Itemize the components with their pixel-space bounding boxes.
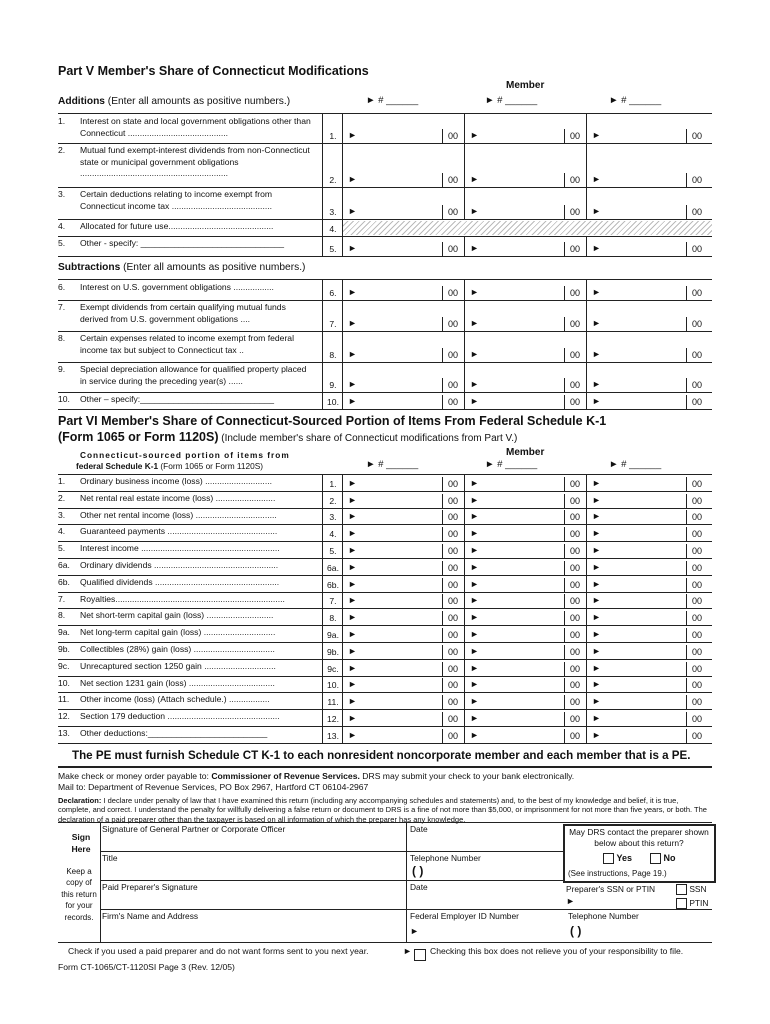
arrow-icon: ► xyxy=(348,318,357,328)
furnish-notice: The PE must furnish Schedule CT K-1 to each nonresident noncorporate member and each member that is a PE. xyxy=(72,749,691,762)
amount-field[interactable]: 00 xyxy=(692,646,703,657)
arrow-icon: ► xyxy=(470,729,479,740)
row-description: Collectibles (28%) gain (loss) .................................. xyxy=(80,644,275,654)
row-description: Other - specify: ______________________________ xyxy=(80,238,285,248)
row-number: 4. xyxy=(58,221,66,231)
amount-field[interactable]: 00 xyxy=(692,546,703,556)
arrow-icon: ► xyxy=(592,662,601,673)
sig-officer-label: Signature of General Partner or Corporate Officer xyxy=(102,824,286,834)
contact-no[interactable]: No xyxy=(650,853,676,864)
arrow-icon: ► xyxy=(592,318,601,328)
line-number: 5. xyxy=(329,546,337,556)
amount-field[interactable]: 00 xyxy=(448,380,459,390)
amount-field[interactable]: 00 xyxy=(570,646,581,657)
paid-prep-arrow: ► xyxy=(403,946,412,956)
fein-arrow: ► xyxy=(410,926,419,936)
arrow-icon: ► xyxy=(348,174,357,184)
arrow-icon: ► xyxy=(592,729,601,740)
arrow-icon: ► xyxy=(348,561,357,572)
amount-field[interactable]: 00 xyxy=(692,288,703,298)
row-number: 10. xyxy=(58,394,70,404)
amount-field[interactable]: 00 xyxy=(448,663,459,674)
amount-field[interactable]: 00 xyxy=(692,697,703,708)
arrow-icon: ► xyxy=(470,595,479,606)
amount-field[interactable]: 00 xyxy=(448,596,459,607)
amount-field[interactable]: 00 xyxy=(692,714,703,724)
amount-field[interactable]: 00 xyxy=(570,319,581,329)
amount-field[interactable]: 00 xyxy=(692,478,703,489)
arrow-icon: ► xyxy=(470,318,479,328)
arrow-icon: ► xyxy=(470,130,479,140)
row-description: Net long-term capital gain (loss) .............................. xyxy=(80,627,276,638)
arrow-icon: ► xyxy=(470,379,479,389)
row-description: Other net rental income (loss) .................................. xyxy=(80,509,277,520)
amount-field[interactable]: 00 xyxy=(692,680,703,691)
arrow-icon: ► xyxy=(348,528,357,539)
row-number: 8. xyxy=(58,333,66,343)
ssn-checkbox[interactable] xyxy=(676,884,687,895)
line-number: 6. xyxy=(329,288,337,298)
contact-yes[interactable]: Yes xyxy=(603,853,632,864)
amount-field[interactable]: 00 xyxy=(448,579,459,590)
amount-field[interactable]: 00 xyxy=(570,380,581,390)
row-number: 10. xyxy=(58,677,70,688)
row-description: Mutual fund exempt-interest dividends from non-Connecticut state or municipal government obligations .............................................................. xyxy=(80,145,310,178)
arrow-icon: ► xyxy=(592,629,601,639)
arrow-icon: ► xyxy=(470,511,479,522)
part5-member-col-2[interactable]: ► # ______ xyxy=(485,95,538,106)
amount-field[interactable]: 00 xyxy=(448,562,459,573)
subtractions-heading: Subtractions (Enter all amounts as positive numbers.) xyxy=(58,262,306,273)
arrow-icon: ► xyxy=(592,595,601,606)
line-number: 6a. xyxy=(327,562,339,573)
arrow-icon: ► xyxy=(592,287,601,297)
telephone-label: Telephone Number xyxy=(410,853,481,863)
ptin-option[interactable]: PTIN xyxy=(676,898,708,909)
arrow-icon: ► xyxy=(592,578,601,589)
arrow-icon: ► xyxy=(348,511,357,522)
part6-subtitle: (Form 1065 or Form 1120S) (Include member's share of Connecticut modifications from Part V.) xyxy=(58,430,518,444)
amount-field[interactable]: 00 xyxy=(692,319,703,329)
amount-field[interactable]: 00 xyxy=(692,630,703,640)
line-number: 1. xyxy=(329,131,337,141)
row-number: 3. xyxy=(58,189,66,199)
declaration: Declaration: I declare under penalty of law that I have examined this return (including any accompanying schedules and statements) and, to the best of my knowledge and belief, it is true, complete, and correct. I understand the penalty for willfully delivering a false return or document to DRS is a fine of not more than $5,000, or imprisonment for not more than five years, or both. The declaration of a paid preparer other than the taxpayer is based on all information of which the preparer has any knowledge. xyxy=(58,796,707,824)
paid-prep-note: Checking this box does not relieve you of your responsibility to file. xyxy=(430,946,684,956)
arrow-icon: ► xyxy=(592,696,601,707)
amount-field[interactable]: 00 xyxy=(570,207,581,217)
row-description: Net section 1231 gain (loss) .................................... xyxy=(80,677,275,688)
amount-field[interactable]: 00 xyxy=(570,579,581,590)
amount-field[interactable]: 00 xyxy=(570,397,581,407)
title-label: Title xyxy=(102,853,118,863)
paid-prep-sig-label: Paid Preparer's Signature xyxy=(102,882,198,892)
row-description: Certain deductions relating to income exempt from Connecticut income tax .......................................... xyxy=(80,189,273,211)
line-number: 9. xyxy=(329,380,337,390)
arrow-icon: ► xyxy=(348,379,357,389)
amount-field[interactable]: 00 xyxy=(570,562,581,573)
arrow-icon: ► xyxy=(348,349,357,359)
row-number: 11. xyxy=(58,694,70,705)
arrow-icon: ► xyxy=(348,662,357,673)
arrow-icon: ► xyxy=(348,396,357,406)
arrow-icon: ► xyxy=(470,243,479,253)
payment-line2: Mail to: Department of Revenue Services, PO Box 2967, Hartford CT 06104-2967 xyxy=(58,782,369,792)
line-number: 9c. xyxy=(327,663,339,674)
arrow-icon: ► xyxy=(348,545,357,555)
arrow-icon: ► xyxy=(592,206,601,216)
row-number: 9a. xyxy=(58,627,70,638)
date-label: Date xyxy=(410,824,428,834)
arrow-icon: ► xyxy=(470,679,479,690)
arrow-icon: ► xyxy=(470,477,479,488)
amount-field[interactable]: 00 xyxy=(692,579,703,590)
row-number: 13. xyxy=(58,728,70,738)
arrow-icon: ► xyxy=(348,645,357,656)
amount-field[interactable]: 00 xyxy=(692,663,703,674)
line-number: 9a. xyxy=(327,630,339,640)
row-description: Royalties....................................................................... xyxy=(80,593,285,604)
amount-field[interactable]: 00 xyxy=(448,288,459,298)
amount-field[interactable]: 00 xyxy=(692,131,703,141)
arrow-icon: ► xyxy=(348,578,357,589)
line-number: 2. xyxy=(329,175,337,185)
arrow-icon: ► xyxy=(470,662,479,673)
arrow-icon: ► xyxy=(348,595,357,606)
keep-copy: Keep a copy of this return for your records. xyxy=(61,867,97,922)
row-description: Net short-term capital gain (loss) ............................ xyxy=(80,610,274,621)
row-description: Guaranteed payments .............................................. xyxy=(80,526,278,537)
amount-field[interactable]: 00 xyxy=(448,244,459,254)
row-description: Certain expenses related to income exempt from federal income tax but subject to Connecticut tax .. xyxy=(80,333,294,355)
part5-member-col-1[interactable]: ► # ______ xyxy=(366,95,419,106)
amount-field[interactable]: 00 xyxy=(570,478,581,489)
amount-field[interactable]: 00 xyxy=(448,630,459,640)
arrow-icon: ► xyxy=(470,612,479,623)
row-number: 7. xyxy=(58,593,66,604)
row-description: Special depreciation allowance for qualified property placed in service during the preceding year(s) ...... xyxy=(80,364,307,386)
row-number: 2. xyxy=(58,492,66,503)
amount-field[interactable]: 00 xyxy=(692,207,703,217)
arrow-icon: ► xyxy=(348,287,357,297)
amount-field[interactable]: 00 xyxy=(448,495,459,506)
arrow-icon: ► xyxy=(470,528,479,539)
arrow-icon: ► xyxy=(470,578,479,589)
amount-field[interactable]: 00 xyxy=(692,613,703,624)
row-number: 4. xyxy=(58,526,66,537)
row-description: Ordinary business income (loss) ............................ xyxy=(80,476,272,486)
arrow-icon: ► xyxy=(592,494,601,505)
arrow-icon: ► xyxy=(470,396,479,406)
row-description: Exempt dividends from certain qualifying mutual funds derived from U.S. government obligations .... xyxy=(80,302,286,324)
yes-checkbox[interactable] xyxy=(603,853,614,864)
line-number: 13. xyxy=(327,730,339,741)
telephone2-label: Telephone Number xyxy=(568,911,639,921)
arrow-icon: ► xyxy=(592,477,601,488)
amount-field[interactable]: 00 xyxy=(448,714,459,724)
amount-field[interactable]: 00 xyxy=(570,663,581,674)
row-number: 1. xyxy=(58,476,66,486)
row-description: Other deductions:_________________________ xyxy=(80,728,268,738)
prep-ssn-arrow: ► xyxy=(566,896,575,906)
arrow-icon: ► xyxy=(592,612,601,623)
arrow-icon: ► xyxy=(592,511,601,522)
line-number: 7. xyxy=(329,596,337,607)
row-description: Interest on state and local government obligations other than Connecticut .......................................... xyxy=(80,116,311,138)
row-description: Section 179 deduction ............................................... xyxy=(80,711,280,722)
arrow-icon: ► xyxy=(592,713,601,723)
contact-question: May DRS contact the preparer shown below about this return? xyxy=(569,827,709,848)
arrow-icon: ► xyxy=(348,629,357,639)
additions-heading: Additions (Enter all amounts as positive numbers.) xyxy=(58,96,291,107)
row-number: 9c. xyxy=(58,660,70,671)
amount-field[interactable]: 00 xyxy=(448,175,459,185)
line-number: 7. xyxy=(329,319,337,329)
row-number: 9. xyxy=(58,364,66,374)
row-number: 8. xyxy=(58,610,66,621)
arrow-icon: ► xyxy=(470,494,479,505)
amount-field[interactable]: 00 xyxy=(448,613,459,624)
arrow-icon: ► xyxy=(470,206,479,216)
amount-field[interactable]: 00 xyxy=(692,350,703,360)
amount-field[interactable]: 00 xyxy=(570,529,581,540)
amount-field[interactable]: 00 xyxy=(448,512,459,523)
amount-field[interactable]: 00 xyxy=(570,244,581,254)
part6-col-head2: federal Schedule K-1 (Form 1065 or Form 1120S) xyxy=(76,461,264,471)
row-description: Ordinary dividends .................................................... xyxy=(80,560,279,570)
line-number: 4. xyxy=(329,224,337,234)
fein-label: Federal Employer ID Number xyxy=(410,911,519,921)
part5-title: Part V Member's Share of Connecticut Modifications xyxy=(58,64,369,78)
row-number: 1. xyxy=(58,116,66,126)
see-instructions: (See instructions, Page 19.) xyxy=(568,869,667,878)
amount-field[interactable]: 00 xyxy=(570,131,581,141)
sign-here: Sign Here xyxy=(71,832,91,854)
amount-field[interactable]: 00 xyxy=(692,175,703,185)
arrow-icon: ► xyxy=(348,696,357,707)
line-number: 3. xyxy=(329,207,337,217)
row-number: 6. xyxy=(58,282,66,292)
no-checkbox[interactable] xyxy=(650,853,661,864)
arrow-icon: ► xyxy=(470,287,479,297)
payment-line1: Make check or money order payable to: Commissioner of Revenue Services. DRS may submit your check to your bank electronically. xyxy=(58,771,575,781)
row-description: Other – specify:____________________________ xyxy=(80,394,275,404)
line-number: 2. xyxy=(329,495,337,506)
row-description: Other income (loss) (Attach schedule.) ................. xyxy=(80,694,270,705)
part6-member-col-3[interactable]: ► # ______ xyxy=(609,459,662,470)
prep-ssn-label: Preparer's SSN or PTIN xyxy=(566,884,656,894)
arrow-icon: ► xyxy=(348,679,357,690)
row-description: Interest income .......................................................... xyxy=(80,543,280,554)
line-number: 1. xyxy=(329,478,337,489)
paid-prep-checkbox[interactable] xyxy=(414,946,426,964)
amount-field[interactable]: 00 xyxy=(448,646,459,657)
line-number: 10. xyxy=(327,680,339,691)
line-number: 5. xyxy=(329,244,337,254)
arrow-icon: ► xyxy=(592,528,601,539)
arrow-icon: ► xyxy=(470,545,479,555)
arrow-icon: ► xyxy=(470,174,479,184)
row-number: 9b. xyxy=(58,644,70,654)
arrow-icon: ► xyxy=(348,243,357,253)
amount-field[interactable]: 00 xyxy=(448,478,459,489)
amount-field[interactable]: 00 xyxy=(570,512,581,523)
line-number: 10. xyxy=(327,397,339,407)
amount-field[interactable]: 00 xyxy=(448,680,459,691)
arrow-icon: ► xyxy=(348,612,357,623)
amount-field[interactable]: 00 xyxy=(570,730,581,741)
amount-field[interactable]: 00 xyxy=(448,319,459,329)
row-description: Unrecaptured section 1250 gain .............................. xyxy=(80,660,276,671)
row-number: 6a. xyxy=(58,560,70,570)
part6-member-col-1[interactable]: ► # ______ xyxy=(366,459,419,470)
amount-field[interactable]: 00 xyxy=(448,131,459,141)
amount-field[interactable]: 00 xyxy=(448,397,459,407)
arrow-icon: ► xyxy=(348,206,357,216)
amount-field[interactable]: 00 xyxy=(692,397,703,407)
row-number: 5. xyxy=(58,238,66,248)
part6-member-col-2[interactable]: ► # ______ xyxy=(485,459,538,470)
amount-field[interactable]: 00 xyxy=(692,512,703,523)
row-number: 3. xyxy=(58,509,66,520)
arrow-icon: ► xyxy=(348,477,357,488)
amount-field[interactable]: 00 xyxy=(448,546,459,556)
arrow-icon: ► xyxy=(348,494,357,505)
amount-field[interactable]: 00 xyxy=(570,630,581,640)
amount-field[interactable]: 00 xyxy=(692,596,703,607)
arrow-icon: ► xyxy=(470,561,479,572)
line-number: 4. xyxy=(329,529,337,540)
line-number: 12. xyxy=(327,714,339,724)
row-number: 12. xyxy=(58,711,70,722)
arrow-icon: ► xyxy=(592,679,601,690)
hatched-area xyxy=(343,221,712,235)
amount-field[interactable]: 00 xyxy=(448,207,459,217)
row-number: 2. xyxy=(58,145,66,155)
paid-prep-check-text: Check if you used a paid preparer and do not want forms sent to you next year. xyxy=(68,946,369,956)
amount-field[interactable]: 00 xyxy=(692,562,703,573)
amount-field[interactable]: 00 xyxy=(448,730,459,741)
line-number: 3. xyxy=(329,512,337,523)
row-description: Net rental real estate income (loss) ......................... xyxy=(80,492,276,503)
arrow-icon: ► xyxy=(470,349,479,359)
telephone2-parens[interactable]: ( ) xyxy=(570,924,582,938)
line-number: 8. xyxy=(329,350,337,360)
row-number: 5. xyxy=(58,543,66,554)
arrow-icon: ► xyxy=(592,130,601,140)
arrow-icon: ► xyxy=(470,696,479,707)
arrow-icon: ► xyxy=(348,713,357,723)
amount-field[interactable]: 00 xyxy=(692,495,703,506)
amount-field[interactable]: 00 xyxy=(692,380,703,390)
ptin-checkbox[interactable] xyxy=(676,898,687,909)
form-id: Form CT-1065/CT-1120SI Page 3 (Rev. 12/05) xyxy=(58,962,235,972)
line-number: 6b. xyxy=(327,579,339,590)
part6-member-header: Member xyxy=(506,447,545,458)
arrow-icon: ► xyxy=(470,713,479,723)
amount-field[interactable]: 00 xyxy=(570,596,581,607)
amount-field[interactable]: 00 xyxy=(448,697,459,708)
line-number: 9b. xyxy=(327,646,339,657)
amount-field[interactable]: 00 xyxy=(448,529,459,540)
amount-field[interactable]: 00 xyxy=(570,613,581,624)
row-description: Interest on U.S. government obligations ................. xyxy=(80,282,274,292)
row-number: 7. xyxy=(58,302,66,312)
amount-field[interactable]: 00 xyxy=(692,529,703,540)
amount-field[interactable]: 00 xyxy=(570,175,581,185)
arrow-icon: ► xyxy=(592,174,601,184)
amount-field[interactable]: 00 xyxy=(692,244,703,254)
date2-label: Date xyxy=(410,882,428,892)
amount-field[interactable]: 00 xyxy=(570,680,581,691)
amount-field[interactable]: 00 xyxy=(570,546,581,556)
amount-field[interactable]: 00 xyxy=(570,714,581,724)
arrow-icon: ► xyxy=(592,545,601,555)
firm-label: Firm's Name and Address xyxy=(102,911,199,921)
row-description: Allocated for future use............................................ xyxy=(80,221,274,231)
arrow-icon: ► xyxy=(592,561,601,572)
amount-field[interactable]: 00 xyxy=(570,495,581,506)
row-description: Qualified dividends .................................................... xyxy=(80,576,280,587)
amount-field[interactable]: 00 xyxy=(570,697,581,708)
ssn-option[interactable]: SSN xyxy=(676,884,707,895)
amount-field[interactable]: 00 xyxy=(692,730,703,741)
arrow-icon: ► xyxy=(592,243,601,253)
arrow-icon: ► xyxy=(348,130,357,140)
arrow-icon: ► xyxy=(470,629,479,639)
arrow-icon: ► xyxy=(592,396,601,406)
amount-field[interactable]: 00 xyxy=(570,288,581,298)
arrow-icon: ► xyxy=(348,729,357,740)
arrow-icon: ► xyxy=(470,645,479,656)
line-number: 8. xyxy=(329,613,337,624)
arrow-icon: ► xyxy=(592,349,601,359)
part6-col-head1: Connecticut-sourced portion of items from xyxy=(80,450,290,460)
telephone-parens[interactable]: ( ) xyxy=(412,864,424,878)
amount-field[interactable]: 00 xyxy=(570,350,581,360)
arrow-icon: ► xyxy=(592,379,601,389)
part5-member-header: Member xyxy=(506,80,545,91)
row-number: 6b. xyxy=(58,576,70,587)
amount-field[interactable]: 00 xyxy=(448,350,459,360)
part5-member-col-3[interactable]: ► # ______ xyxy=(609,95,662,106)
line-number: 11. xyxy=(327,697,339,708)
part6-title: Part VI Member's Share of Connecticut-Sourced Portion of Items From Federal Schedule K-1 xyxy=(58,414,607,428)
arrow-icon: ► xyxy=(592,645,601,656)
